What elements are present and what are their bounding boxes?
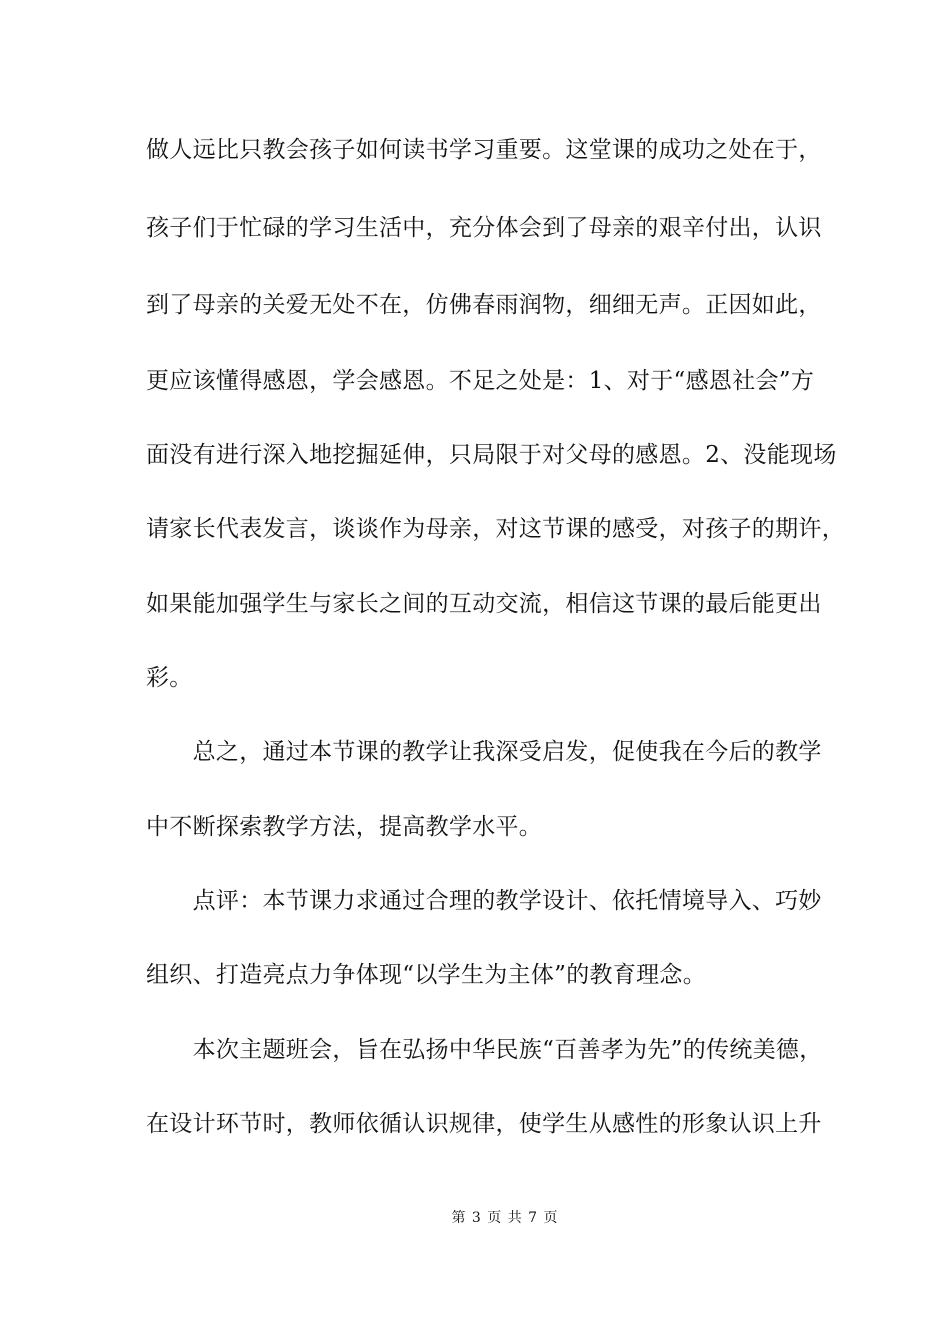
body-text-line: 点评：本节课力求通过合理的教学设计、依托情境导入、巧妙 [146,888,822,914]
body-text-line: 彩。 [146,665,193,691]
body-text-line: 在设计环节时，教师依循认识规律，使学生从感性的形象认识上升 [146,1111,822,1137]
body-text-line: 面没有进行深入地挖掘延伸，只局限于对父母的感恩。2、没能现场 [146,442,837,468]
body-text-line: 如果能加强学生与家长之间的互动交流，相信这节课的最后能更出 [146,591,822,617]
body-text-line: 请家长代表发言，谈谈作为母亲，对这节课的感受，对孩子的期许， [146,516,845,542]
body-text-line: 本次主题班会，旨在弘扬中华民族“百善孝为先”的传统美德， [146,1037,823,1063]
body-text-line: 更应该懂得感恩，学会感恩。不足之处是：1、对于“感恩社会”方 [146,368,815,394]
body-text-line: 组织、打造亮点力争体现“以学生为主体”的教育理念。 [146,962,707,988]
body-text-line: 孩子们于忙碌的学习生活中，充分体会到了母亲的艰辛付出，认识 [146,215,822,241]
body-text-line: 做人远比只教会孩子如何读书学习重要。这堂课的成功之处在于， [146,137,822,163]
body-text-line: 总之，通过本节课的教学让我深受启发，促使我在今后的教学 [146,739,822,765]
body-text-line: 中不断探索教学方法，提高教学水平。 [146,814,543,840]
body-text-line: 到了母亲的关爱无处不在，仿佛春雨润物，细细无声。正因如此， [146,292,822,318]
page-number-footer: 第 3 页 共 7 页 [451,1210,559,1226]
